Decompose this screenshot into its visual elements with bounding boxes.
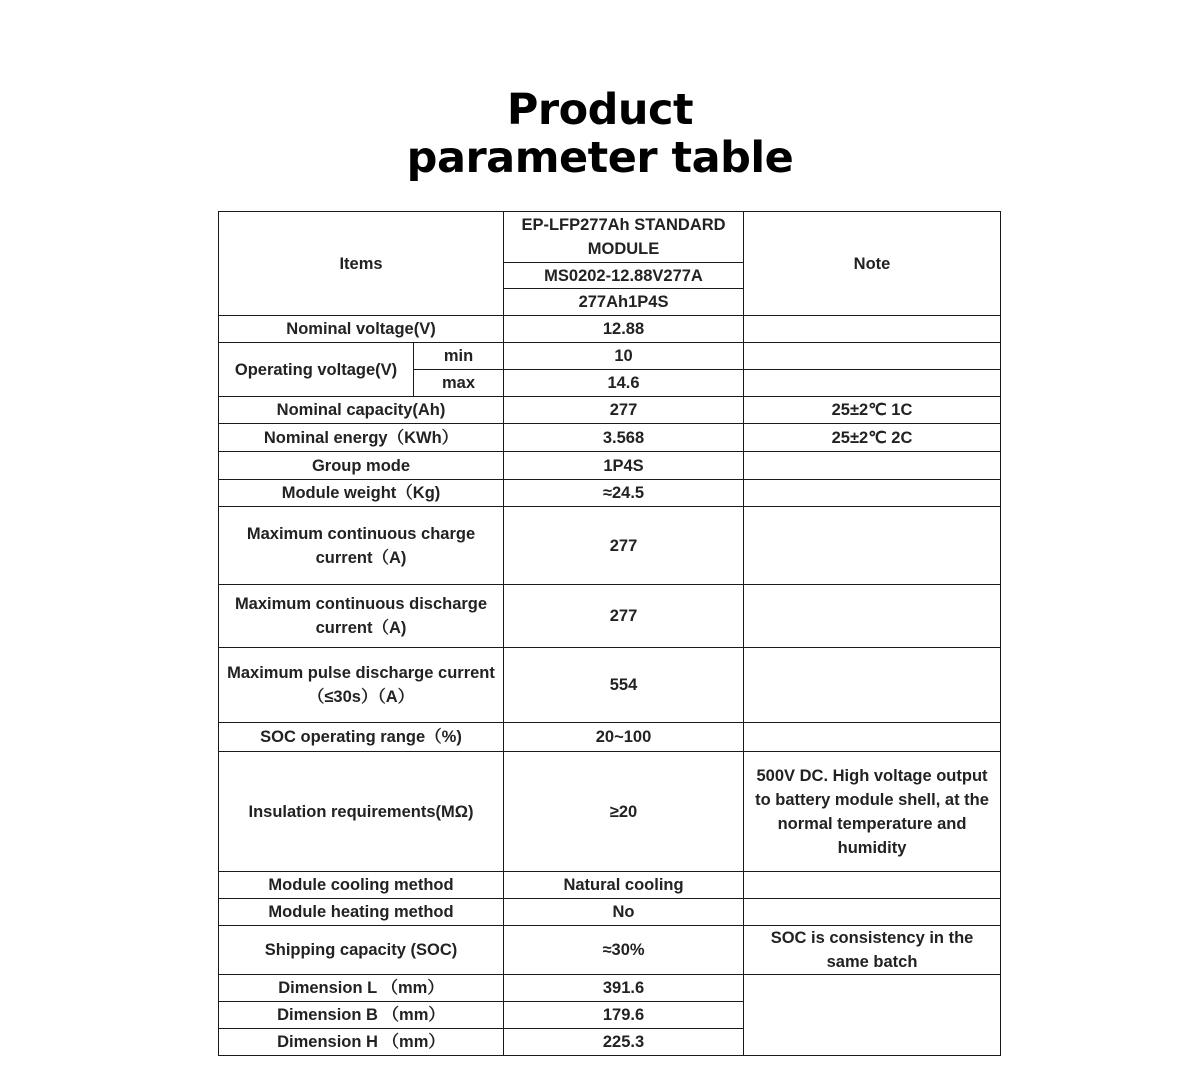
row-value: 14.6 [504,370,744,397]
row-value: ≈24.5 [504,480,744,507]
row-note [744,975,1001,1056]
row-item: Nominal capacity(Ah) [219,397,504,424]
table-row [219,926,1001,975]
row-item: Dimension B （mm） [219,1002,504,1029]
row-item: Dimension H （mm） [219,1029,504,1056]
table-row [219,585,1001,648]
table-row [219,424,1001,452]
row-item: Module cooling method [219,872,504,899]
row-value: ≈30% [504,926,744,975]
row-value: 3.568 [504,424,744,452]
product-parameter-table [218,211,1001,1056]
row-item: Maximum continuous discharge current（A) [219,585,504,648]
row-value: 277 [504,397,744,424]
row-value: No [504,899,744,926]
row-item: Insulation requirements(MΩ) [219,752,504,872]
table-header-row [219,212,1001,263]
table-row [219,480,1001,507]
table-row [219,507,1001,585]
row-value: 391.6 [504,975,744,1002]
row-note: 25±2℃ 2C [744,424,1001,452]
table-row [219,872,1001,899]
header-model-config: 277Ah1P4S [504,289,744,316]
row-note: 25±2℃ 1C [744,397,1001,424]
row-item: Operating voltage(V) [219,343,414,397]
header-note: Note [744,212,1001,316]
row-value: 179.6 [504,1002,744,1029]
table-row [219,316,1001,343]
row-note [744,480,1001,507]
row-note [744,872,1001,899]
row-item: Maximum continuous charge current（A) [219,507,504,585]
row-item: Nominal voltage(V) [219,316,504,343]
row-value: 277 [504,507,744,585]
row-note [744,648,1001,723]
row-note [744,343,1001,370]
row-item: Maximum pulse discharge current（≤30s）（A） [219,648,504,723]
page-title-line-1: Product [506,85,694,135]
row-item: Shipping capacity (SOC) [219,926,504,975]
row-value: ≥20 [504,752,744,872]
row-note [744,316,1001,343]
table-row [219,975,1001,1002]
row-value: 554 [504,648,744,723]
row-note [744,585,1001,648]
row-note: SOC is consistency in the same batch [744,926,1001,975]
row-item: Module heating method [219,899,504,926]
page-title-line-2: parameter table [406,133,794,183]
row-value: 20~100 [504,723,744,752]
page-title [0,86,1200,182]
row-note [744,899,1001,926]
row-value: 277 [504,585,744,648]
table-row [219,343,1001,370]
row-note [744,370,1001,397]
table-row [219,397,1001,424]
table-row [219,648,1001,723]
row-value: 12.88 [504,316,744,343]
table-row [219,752,1001,872]
row-note [744,723,1001,752]
table-row [219,723,1001,752]
row-value: Natural cooling [504,872,744,899]
table-row [219,899,1001,926]
row-value: 10 [504,343,744,370]
header-model-name: EP-LFP277Ah STANDARD MODULE [504,212,744,263]
row-item: SOC operating range（%) [219,723,504,752]
row-subitem: max [414,370,504,397]
row-subitem: min [414,343,504,370]
header-model-code: MS0202-12.88V277A [504,263,744,289]
row-item: Dimension L （mm） [219,975,504,1002]
row-note: 500V DC. High voltage output to battery module shell, at the normal temperature and humidity [744,752,1001,872]
row-item: Module weight（Kg) [219,480,504,507]
row-item: Nominal energy（KWh） [219,424,504,452]
row-note [744,507,1001,585]
table-row [219,452,1001,480]
row-note [744,452,1001,480]
row-value: 1P4S [504,452,744,480]
row-item: Group mode [219,452,504,480]
header-items: Items [219,212,504,316]
row-value: 225.3 [504,1029,744,1056]
